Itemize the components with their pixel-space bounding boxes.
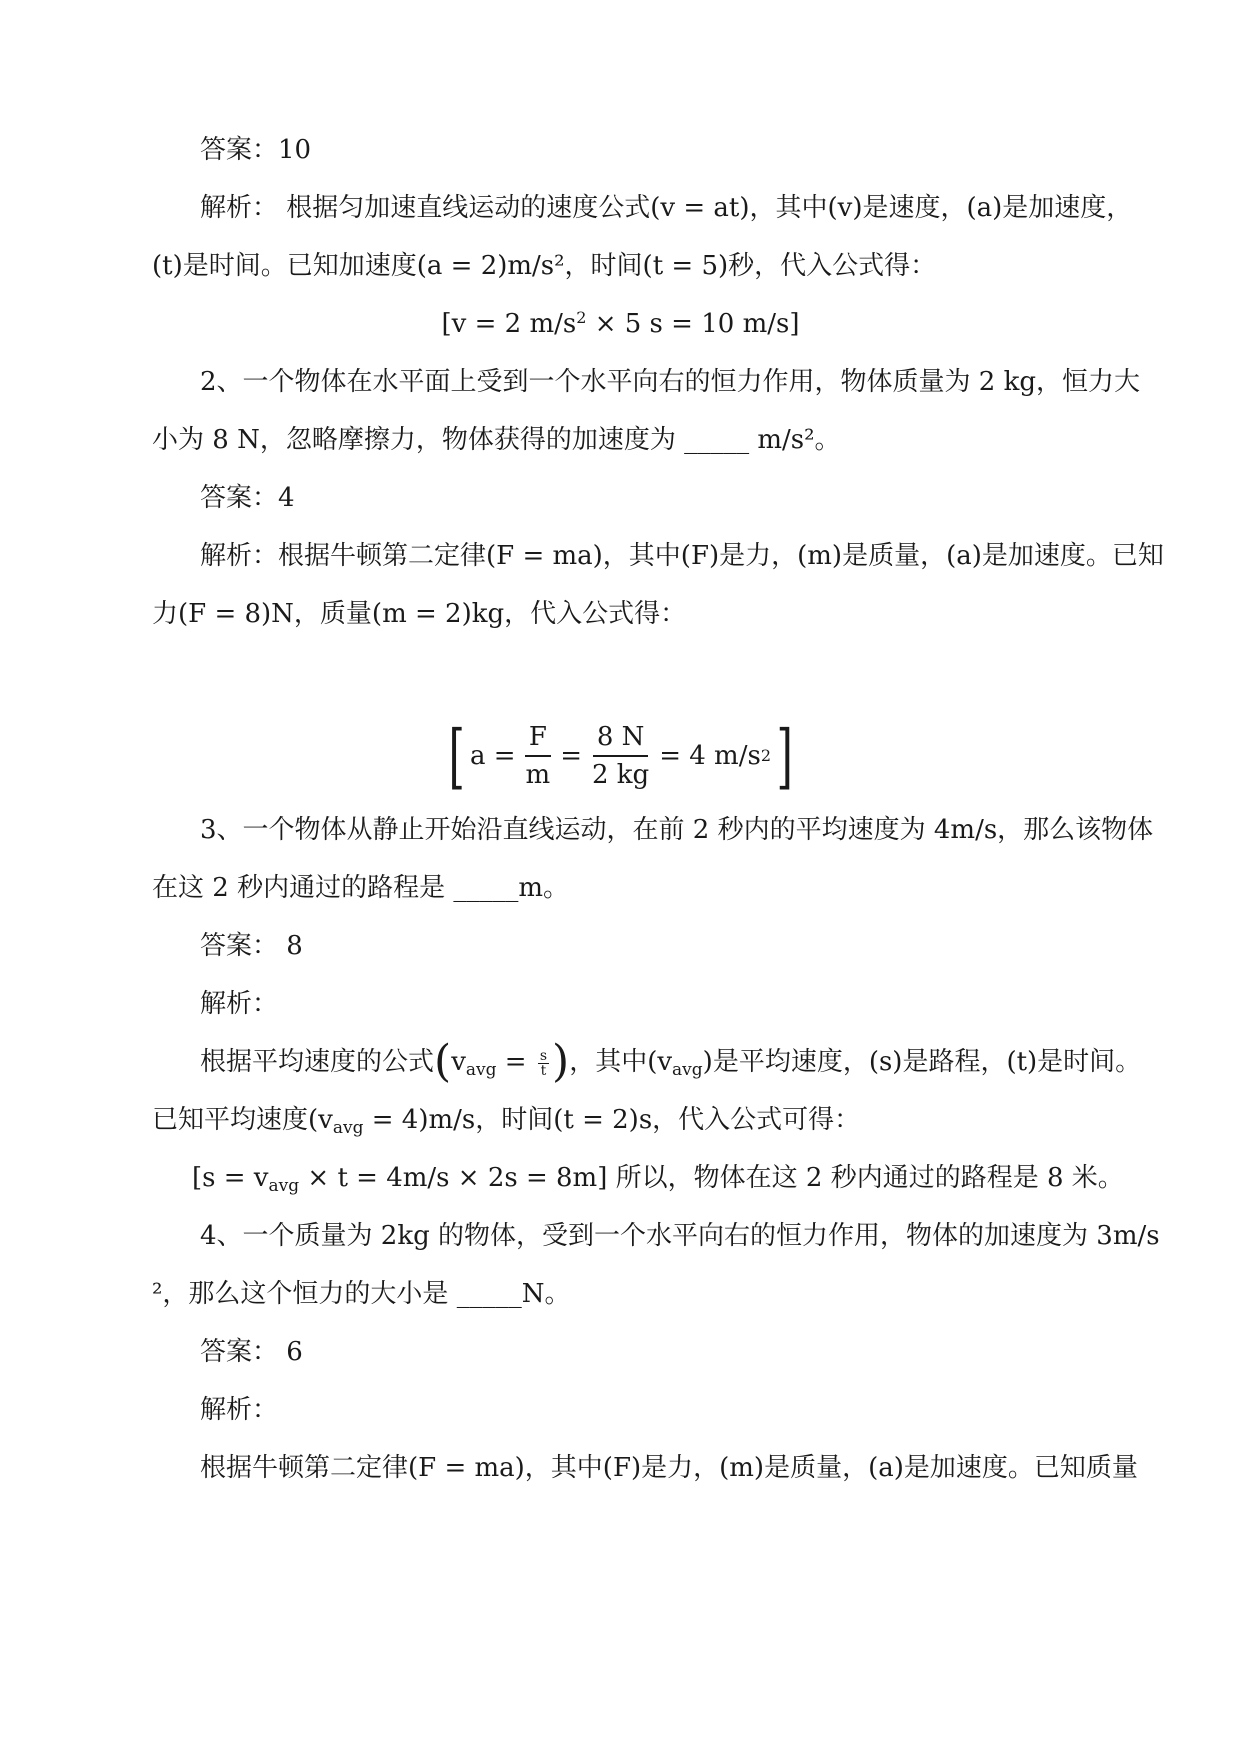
answer-4: 答案： 6	[200, 1337, 303, 1367]
answer-1: 答案：10	[200, 135, 312, 165]
fraction-denominator: m	[525, 760, 551, 790]
answer-3: 答案： 8	[200, 931, 303, 961]
subscript-avg: avg	[332, 1118, 364, 1138]
question-4-line-1: 4、一个质量为 2kg 的物体，受到一个水平向右的恒力作用，物体的加速度为 3m/s	[200, 1221, 1160, 1251]
fraction-numerator: 8 N	[593, 721, 649, 757]
explanation-3-line-2	[152, 1102, 860, 1138]
explanation-1-line-2: (t)是时间。已知加速度(a = 2)m/s²，时间(t = 5)秒，代入公式得：	[152, 251, 937, 281]
text: 根据平均速度的公式	[200, 1047, 435, 1077]
explanation-3-label: 解析：	[200, 989, 279, 1019]
formula-velocity-part1: [v = 2 m/s	[441, 309, 577, 339]
question-3-line-1: 3、一个物体从静止开始沿直线运动，在前 2 秒内的平均速度为 4m/s，那么该物体	[200, 815, 1154, 845]
formula-velocity-part2: × 5 s = 10 m/s]	[586, 309, 800, 339]
fraction-values	[588, 721, 653, 791]
formula-velocity-exponent: 2	[576, 308, 587, 327]
text: [s = v	[192, 1163, 269, 1193]
formula-velocity	[0, 306, 1241, 342]
subscript-avg: avg	[268, 1176, 300, 1196]
fraction-numerator: F	[525, 721, 551, 757]
formula-a-eq: a =	[469, 741, 516, 771]
right-paren: )	[552, 1036, 570, 1087]
fraction-denominator: 2 kg	[591, 760, 650, 790]
question-2-line-2: 小为 8 N，忽略摩擦力，物体获得的加速度为 _____ m/s²。	[152, 425, 841, 455]
explanation-4-label: 解析：	[200, 1395, 279, 1425]
fraction-f-over-m	[522, 721, 555, 791]
explanation-2-line-1: 解析：根据牛顿第二定律(F = ma)，其中(F)是力，(m)是质量，(a)是加速度。已知	[200, 541, 1164, 571]
explanation-2-line-2: 力(F = 8)N，质量(m = 2)kg，代入公式得：	[152, 599, 687, 629]
fraction-s-over-t	[538, 1049, 549, 1078]
answer-2: 答案：4	[200, 483, 295, 513]
formula-result: = 4 m/s	[659, 741, 761, 771]
variable-v: v	[451, 1047, 466, 1077]
explanation-1-line-1: 解析： 根据匀加速直线运动的速度公式(v = at)，其中(v)是速度，(a)是加速度，	[200, 193, 1133, 223]
fraction-numerator: s	[539, 1047, 548, 1064]
text: = 4)m/s，时间(t = 2)s，代入公式可得：	[363, 1105, 861, 1135]
text: ，其中(v	[569, 1047, 673, 1077]
explanation-3-line-3	[192, 1160, 1124, 1196]
right-bracket: ]	[776, 715, 793, 797]
formula-acceleration: [ a = $\frac{F}{m}$ = $\frac{8 N}{2 kg}$ = 4 m/s 2 ]	[448, 715, 793, 797]
text: )是平均速度，(s)是路程，(t)是时间。	[702, 1047, 1142, 1077]
subscript-avg: avg	[465, 1060, 497, 1080]
explanation-4-line-1: 根据牛顿第二定律(F = ma)，其中(F)是力，(m)是质量，(a)是加速度。已知质量	[200, 1453, 1138, 1483]
question-4-line-2: ²，那么这个恒力的大小是 _____N。	[152, 1279, 571, 1309]
text: 已知平均速度(v	[152, 1105, 333, 1135]
left-bracket: [	[448, 715, 465, 797]
equals: =	[496, 1047, 535, 1077]
left-paren: (	[434, 1036, 452, 1087]
fraction-denominator: t	[540, 1062, 547, 1079]
question-2-line-1: 2、一个物体在水平面上受到一个水平向右的恒力作用，物体质量为 2 kg，恒力大	[200, 367, 1141, 397]
formula-eq-sign: =	[560, 741, 582, 771]
explanation-3-line-1	[200, 1036, 1142, 1087]
question-3-line-2: 在这 2 秒内通过的路程是 _____m。	[152, 873, 569, 903]
text: × t = 4m/s × 2s = 8m] 所以，物体在这 2 秒内通过的路程是 8 米。	[299, 1163, 1124, 1193]
subscript-avg: avg	[672, 1060, 703, 1080]
